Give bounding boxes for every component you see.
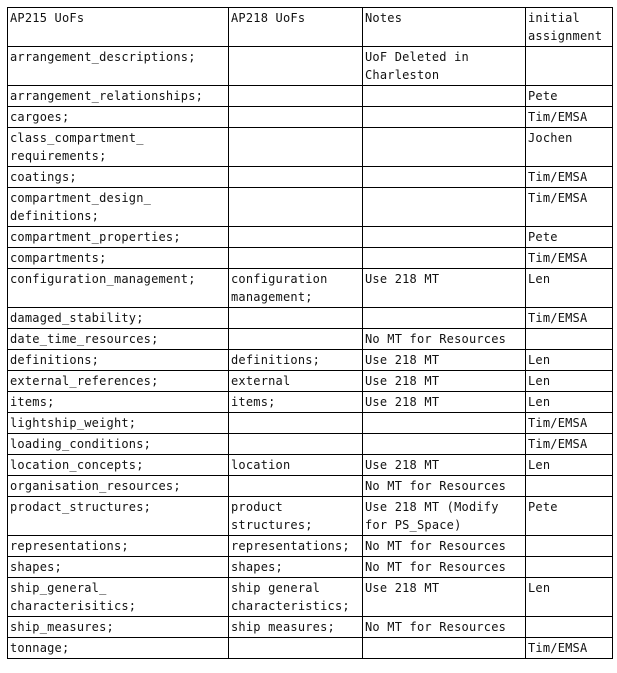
assignment-cell: Len [526, 269, 613, 308]
ap218-uof-cell: product structures; [229, 497, 363, 536]
table-row [8, 497, 613, 536]
header-ap218-uofs: AP218 UoFs [229, 8, 363, 47]
assignment-cell: Tim/EMSA [526, 413, 613, 434]
ap215-uof-cell: ship_general_ characterisitics; [8, 578, 229, 617]
notes-cell [363, 434, 526, 455]
ap215-uof-cell: organisation_resources; [8, 476, 229, 497]
ap215-uof-cell: external_references; [8, 371, 229, 392]
table-row [8, 413, 613, 434]
ap215-uof-cell: tonnage; [8, 638, 229, 659]
assignment-cell: Len [526, 578, 613, 617]
notes-cell: Use 218 MT [363, 269, 526, 308]
notes-cell: Use 218 MT [363, 455, 526, 476]
table-row [8, 557, 613, 578]
notes-cell [363, 167, 526, 188]
header-ap215-uofs: AP215 UoFs [8, 8, 229, 47]
ap218-uof-cell [229, 107, 363, 128]
notes-cell: Use 218 MT [363, 578, 526, 617]
ap215-uof-cell: arrangement_relationships; [8, 86, 229, 107]
ap215-uof-cell: definitions; [8, 350, 229, 371]
table-header-row [8, 8, 613, 47]
ap218-uof-cell: ship general characteristics; [229, 578, 363, 617]
assignment-cell: Len [526, 455, 613, 476]
notes-cell: No MT for Resources [363, 329, 526, 350]
assignment-cell: Tim/EMSA [526, 434, 613, 455]
assignment-cell [526, 536, 613, 557]
table-row [8, 536, 613, 557]
notes-cell [363, 248, 526, 269]
ap218-uof-cell [229, 86, 363, 107]
ap218-uof-cell: representations; [229, 536, 363, 557]
assignment-cell: Jochen [526, 128, 613, 167]
ap215-uof-cell: class_compartment_ requirements; [8, 128, 229, 167]
notes-cell: Use 218 MT [363, 392, 526, 413]
table-row [8, 455, 613, 476]
notes-cell [363, 227, 526, 248]
notes-cell: No MT for Resources [363, 536, 526, 557]
ap215-uof-cell: compartment_design_ definitions; [8, 188, 229, 227]
ap215-uof-cell: damaged_stability; [8, 308, 229, 329]
table-row [8, 128, 613, 167]
ap218-uof-cell [229, 638, 363, 659]
assignment-cell [526, 476, 613, 497]
table-row [8, 269, 613, 308]
ap218-uof-cell: shapes; [229, 557, 363, 578]
assignment-cell [526, 47, 613, 86]
notes-cell: No MT for Resources [363, 557, 526, 578]
assignment-cell [526, 329, 613, 350]
notes-cell [363, 638, 526, 659]
ap215-uof-cell: compartments; [8, 248, 229, 269]
ap218-uof-cell [229, 248, 363, 269]
ap215-uof-cell: items; [8, 392, 229, 413]
notes-cell: Use 218 MT [363, 371, 526, 392]
assignment-cell: Tim/EMSA [526, 188, 613, 227]
table-row [8, 578, 613, 617]
assignment-cell: Tim/EMSA [526, 248, 613, 269]
table-row [8, 86, 613, 107]
notes-cell: Use 218 MT (Modify for PS_Space) [363, 497, 526, 536]
assignment-cell: Tim/EMSA [526, 308, 613, 329]
ap218-uof-cell: external [229, 371, 363, 392]
ap218-uof-cell [229, 227, 363, 248]
table-row [8, 371, 613, 392]
ap218-uof-cell [229, 329, 363, 350]
ap215-uof-cell: date_time_resources; [8, 329, 229, 350]
ap218-uof-cell: items; [229, 392, 363, 413]
ap218-uof-cell [229, 167, 363, 188]
notes-cell: No MT for Resources [363, 476, 526, 497]
assignment-cell: Pete [526, 227, 613, 248]
header-notes: Notes [363, 8, 526, 47]
ap215-uof-cell: coatings; [8, 167, 229, 188]
notes-cell [363, 86, 526, 107]
table-row [8, 47, 613, 86]
table-row [8, 107, 613, 128]
assignment-cell [526, 617, 613, 638]
table-row [8, 308, 613, 329]
notes-cell [363, 107, 526, 128]
assignment-cell: Pete [526, 86, 613, 107]
ap218-uof-cell: definitions; [229, 350, 363, 371]
ap218-uof-cell: location [229, 455, 363, 476]
ap218-uof-cell [229, 434, 363, 455]
assignment-cell: Pete [526, 497, 613, 536]
notes-cell: No MT for Resources [363, 617, 526, 638]
table-row [8, 638, 613, 659]
assignment-cell: Tim/EMSA [526, 638, 613, 659]
ap215-uof-cell: location_concepts; [8, 455, 229, 476]
notes-cell [363, 413, 526, 434]
ap215-uof-cell: lightship_weight; [8, 413, 229, 434]
ap215-uof-cell: prodact_structures; [8, 497, 229, 536]
assignment-cell: Tim/EMSA [526, 167, 613, 188]
ap215-uof-cell: representations; [8, 536, 229, 557]
assignment-cell: Tim/EMSA [526, 107, 613, 128]
ap218-uof-cell: ship measures; [229, 617, 363, 638]
notes-cell: UoF Deleted in Charleston [363, 47, 526, 86]
ap218-uof-cell [229, 128, 363, 167]
uof-assignment-table [7, 7, 613, 659]
assignment-cell [526, 557, 613, 578]
table-body [8, 47, 613, 659]
table-row [8, 392, 613, 413]
table-row [8, 350, 613, 371]
ap215-uof-cell: compartment_properties; [8, 227, 229, 248]
ap215-uof-cell: loading_conditions; [8, 434, 229, 455]
ap215-uof-cell: arrangement_descriptions; [8, 47, 229, 86]
ap215-uof-cell: cargoes; [8, 107, 229, 128]
table-row [8, 617, 613, 638]
table-row [8, 434, 613, 455]
ap218-uof-cell [229, 476, 363, 497]
assignment-cell: Len [526, 371, 613, 392]
ap218-uof-cell [229, 47, 363, 86]
ap215-uof-cell: configuration_management; [8, 269, 229, 308]
notes-cell [363, 308, 526, 329]
notes-cell: Use 218 MT [363, 350, 526, 371]
table-row [8, 476, 613, 497]
notes-cell [363, 188, 526, 227]
ap215-uof-cell: shapes; [8, 557, 229, 578]
assignment-cell: Len [526, 392, 613, 413]
table-row [8, 329, 613, 350]
ap218-uof-cell [229, 413, 363, 434]
notes-cell [363, 128, 526, 167]
ap218-uof-cell: configuration management; [229, 269, 363, 308]
table-row [8, 248, 613, 269]
header-initial-assignment: initial assignment [526, 8, 613, 47]
ap215-uof-cell: ship_measures; [8, 617, 229, 638]
table-row [8, 227, 613, 248]
ap218-uof-cell [229, 308, 363, 329]
assignment-cell: Len [526, 350, 613, 371]
table-row [8, 188, 613, 227]
ap218-uof-cell [229, 188, 363, 227]
table-row [8, 167, 613, 188]
